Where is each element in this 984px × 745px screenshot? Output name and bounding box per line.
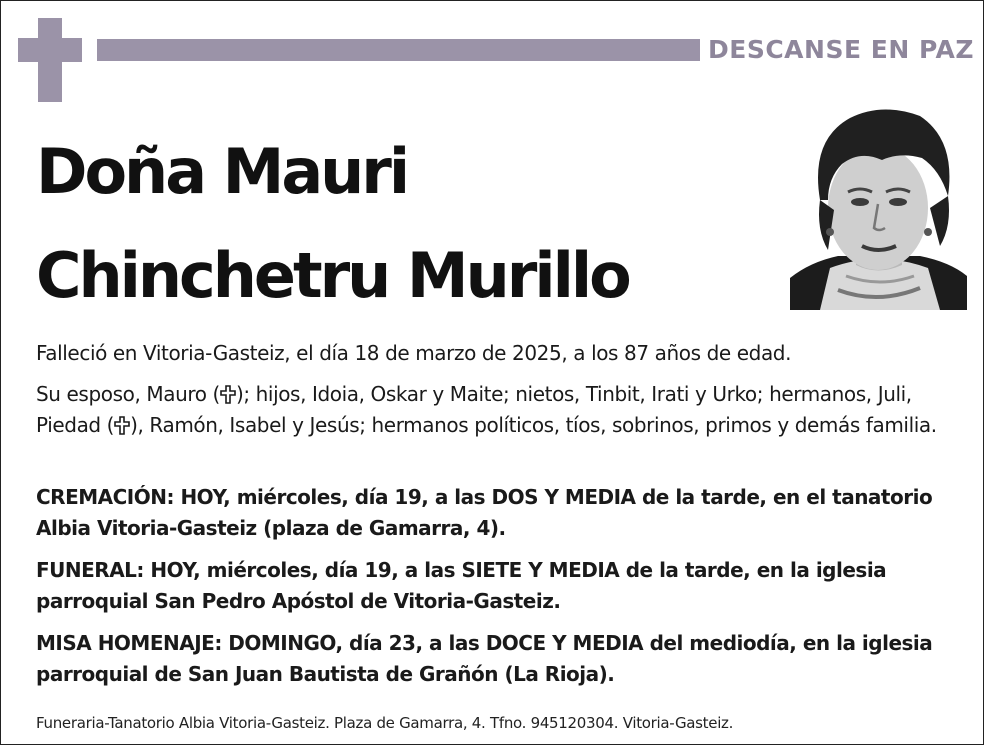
family-text-part-3: ), Ramón, Isabel y Jesús; hermanos políticos, tíos, sobrinos, primos y demás familia. — [130, 413, 937, 437]
header-rule — [97, 39, 700, 61]
deceased-name-line-1: Doña Mauri — [36, 135, 408, 208]
cremation-notice: CREMACIÓN: HOY, miércoles, día 19, a las DOS Y MEDIA de la tarde, en el tanatorio Albia Vitoria-Gasteiz (plaza de Gamarra, 4). — [36, 485, 933, 540]
funeral-notice: FUNERAL: HOY, miércoles, día 19, a las SIETE Y MEDIA de la tarde, en la iglesia parroquial San Pedro Apóstol de Vitoria-Gasteiz. — [36, 558, 887, 613]
funeral-home-footer: Funeraria-Tanatorio Albia Vitoria-Gasteiz. Plaza de Gamarra, 4. Tfno. 945120304. Vitoria-Gasteiz. — [36, 714, 734, 732]
family-list — [36, 379, 956, 441]
family-text-part-1: Su esposo, Mauro ( — [36, 382, 220, 406]
latin-cross-icon — [114, 416, 130, 435]
deceased-name-line-2: Chinchetru Murillo — [36, 239, 629, 312]
portrait-illustration — [790, 100, 967, 310]
cross-icon-horizontal-bar — [18, 38, 82, 62]
header-label: DESCANSE EN PAZ — [708, 35, 974, 64]
death-notice: Falleció en Vitoria-Gasteiz, el día 18 de marzo de 2025, a los 87 años de edad. — [36, 341, 792, 365]
latin-cross-icon — [220, 385, 236, 404]
portrait-photo — [790, 100, 967, 310]
family-text-part-2: ); hijos, Idoia, Oskar y Maite; nietos, Tinbit, Irati y Urko; hermanos, Juli, Piedad ( — [36, 382, 912, 437]
memorial-mass-notice: MISA HOMENAJE: DOMINGO, día 23, a las DOCE Y MEDIA del mediodía, en la iglesia parroquial de San Juan Bautista de Grañón (La Rioja). — [36, 631, 933, 686]
